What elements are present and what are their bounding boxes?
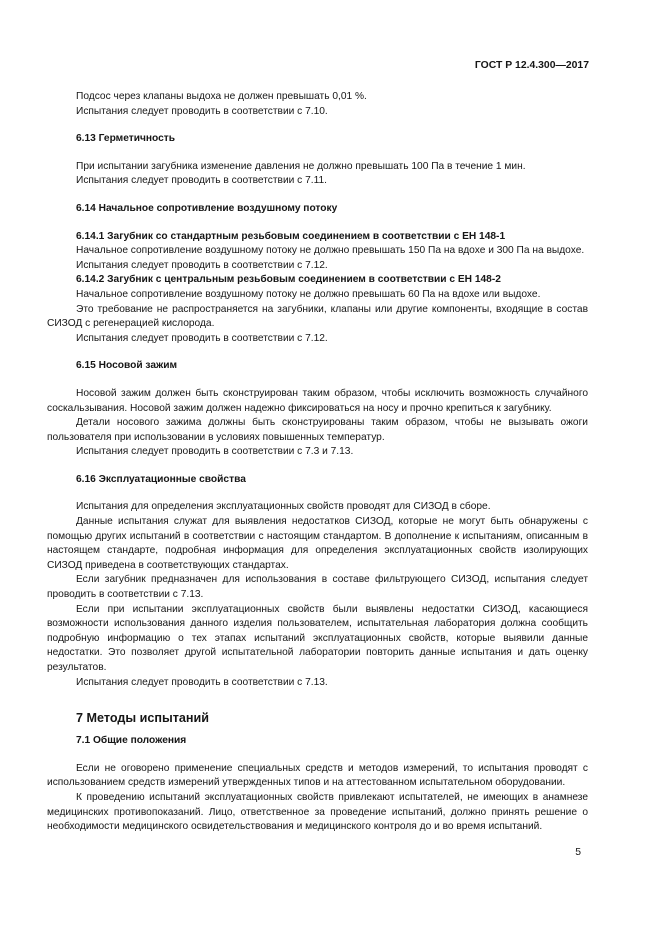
page-number: 5 [575,847,581,858]
spacer [47,749,588,762]
subsection-heading: 6.16 Эксплуатационные свойства [76,473,246,485]
paragraph: При испытании загубника изменение давления не должно превышать 100 Па в течение 1 мин. [76,160,526,172]
spacer [47,487,588,500]
spacer [47,189,588,202]
spacer [47,460,588,473]
document-body [47,90,588,835]
paragraph: Это требование не распространяется на загубники, клапаны или другие компоненты, входящие в состав СИЗОД с регенерацией кислорода. [47,303,588,330]
paragraph: Если не оговорено применение специальных средств и методов измерений, то испытания проводят с использованием средств измерений утвержденных типов и на аттестованном испытательном оборудовании. [47,762,588,789]
paragraph: Испытания следует проводить в соответствии с 7.3 и 7.13. [76,446,354,458]
paragraph: Детали носового зажима должны быть сконструированы таким образом, чтобы не вызывать ожоги пользователя при использовании в условиях повышенных температур. [47,417,588,443]
paragraph: Данные испытания служат для выявления недостатков СИЗОД, которые не могут быть обнаружены с помощью других испытаний в соответствии с настоящим стандартом. В дополнение к испытаниям, описанным в настоящем стандарте, подробная информация для определения эксплуатационных свойств изолирующих СИЗОД приведена в соответствующих стандартах. [47,516,588,571]
paragraph: Испытания для определения эксплуатационных свойств проводят для СИЗОД в сборе. [76,501,491,513]
spacer [47,119,588,132]
paragraph: Носовой зажим должен быть сконструирован таким образом, чтобы исключить возможность случайного соскальзывания. Носовой зажим должен надежно фиксироваться на носу и прочно крепиться к загубнику. [47,387,588,414]
spacer [47,346,588,359]
section-heading: 7 Методы испытаний [76,711,209,726]
subsection-heading: 6.13 Герметичность [76,133,176,145]
spacer [47,726,588,734]
subsection-heading: 6.14.1 Загубник со стандартным резьбовым соединением в соответствии с ЕН 148-1 [76,230,506,242]
paragraph: Если при испытании эксплуатационных свойств были выявлены недостатки СИЗОД, касающиеся возможности использования данного изделия пользователем, испытательная лаборатория должна сообщить подробную информацию о тех этапах испытаний эксплуатационных свойств, которые выявили данные недостатки. Это позволяет другой испытательной лаборатории повторить данные испытания и дать оценку результатов. [47,603,588,673]
paragraph: Испытания следует проводить в соответствии с 7.10. [76,105,328,117]
paragraph: Испытания следует проводить в соответствии с 7.12. [76,332,328,344]
paragraph: К проведению испытаний эксплуатационных свойств привлекают испытателей, не имеющих в анамнезе медицинских противопоказаний. Лицо, ответственное за проведение испытаний, должно принять решение о необходимости медицинского освидетельствования и медицинского контроля до и во время испытаний. [47,791,588,833]
spacer [47,217,588,230]
spacer [47,374,588,387]
paragraph: Подсос через клапаны выдоха не должен превышать 0,01 %. [76,91,367,102]
paragraph: Начальное сопротивление воздушному потоку не должно превышать 60 Па на вдохе или выдохе. [76,288,541,300]
spacer [47,690,588,710]
paragraph: Испытания следует проводить в соответствии с 7.11. [76,175,327,187]
subsection-heading: 6.14 Начальное сопротивление воздушному потоку [76,202,338,214]
subsection-heading: 7.1 Общие положения [76,735,187,747]
subsection-heading: 6.14.2 Загубник с центральным резьбовым соединением в соответствии с ЕН 148-2 [76,274,501,286]
subsection-heading: 6.15 Носовой зажим [76,360,178,372]
paragraph: Испытания следует проводить в соответствии с 7.12. [76,259,328,271]
paragraph: Начальное сопротивление воздушному потоку не должно превышать 150 Па на вдохе и 300 Па на выдохе. [76,245,585,257]
paragraph: Испытания следует проводить в соответствии с 7.13. [76,676,328,688]
paragraph: Если загубник предназначен для использования в составе фильтрующего СИЗОД, испытания следует проводить в соответствии с 7.13. [47,574,588,601]
spacer [47,147,588,160]
document-header-id: ГОСТ Р 12.4.300—2017 [474,60,589,71]
